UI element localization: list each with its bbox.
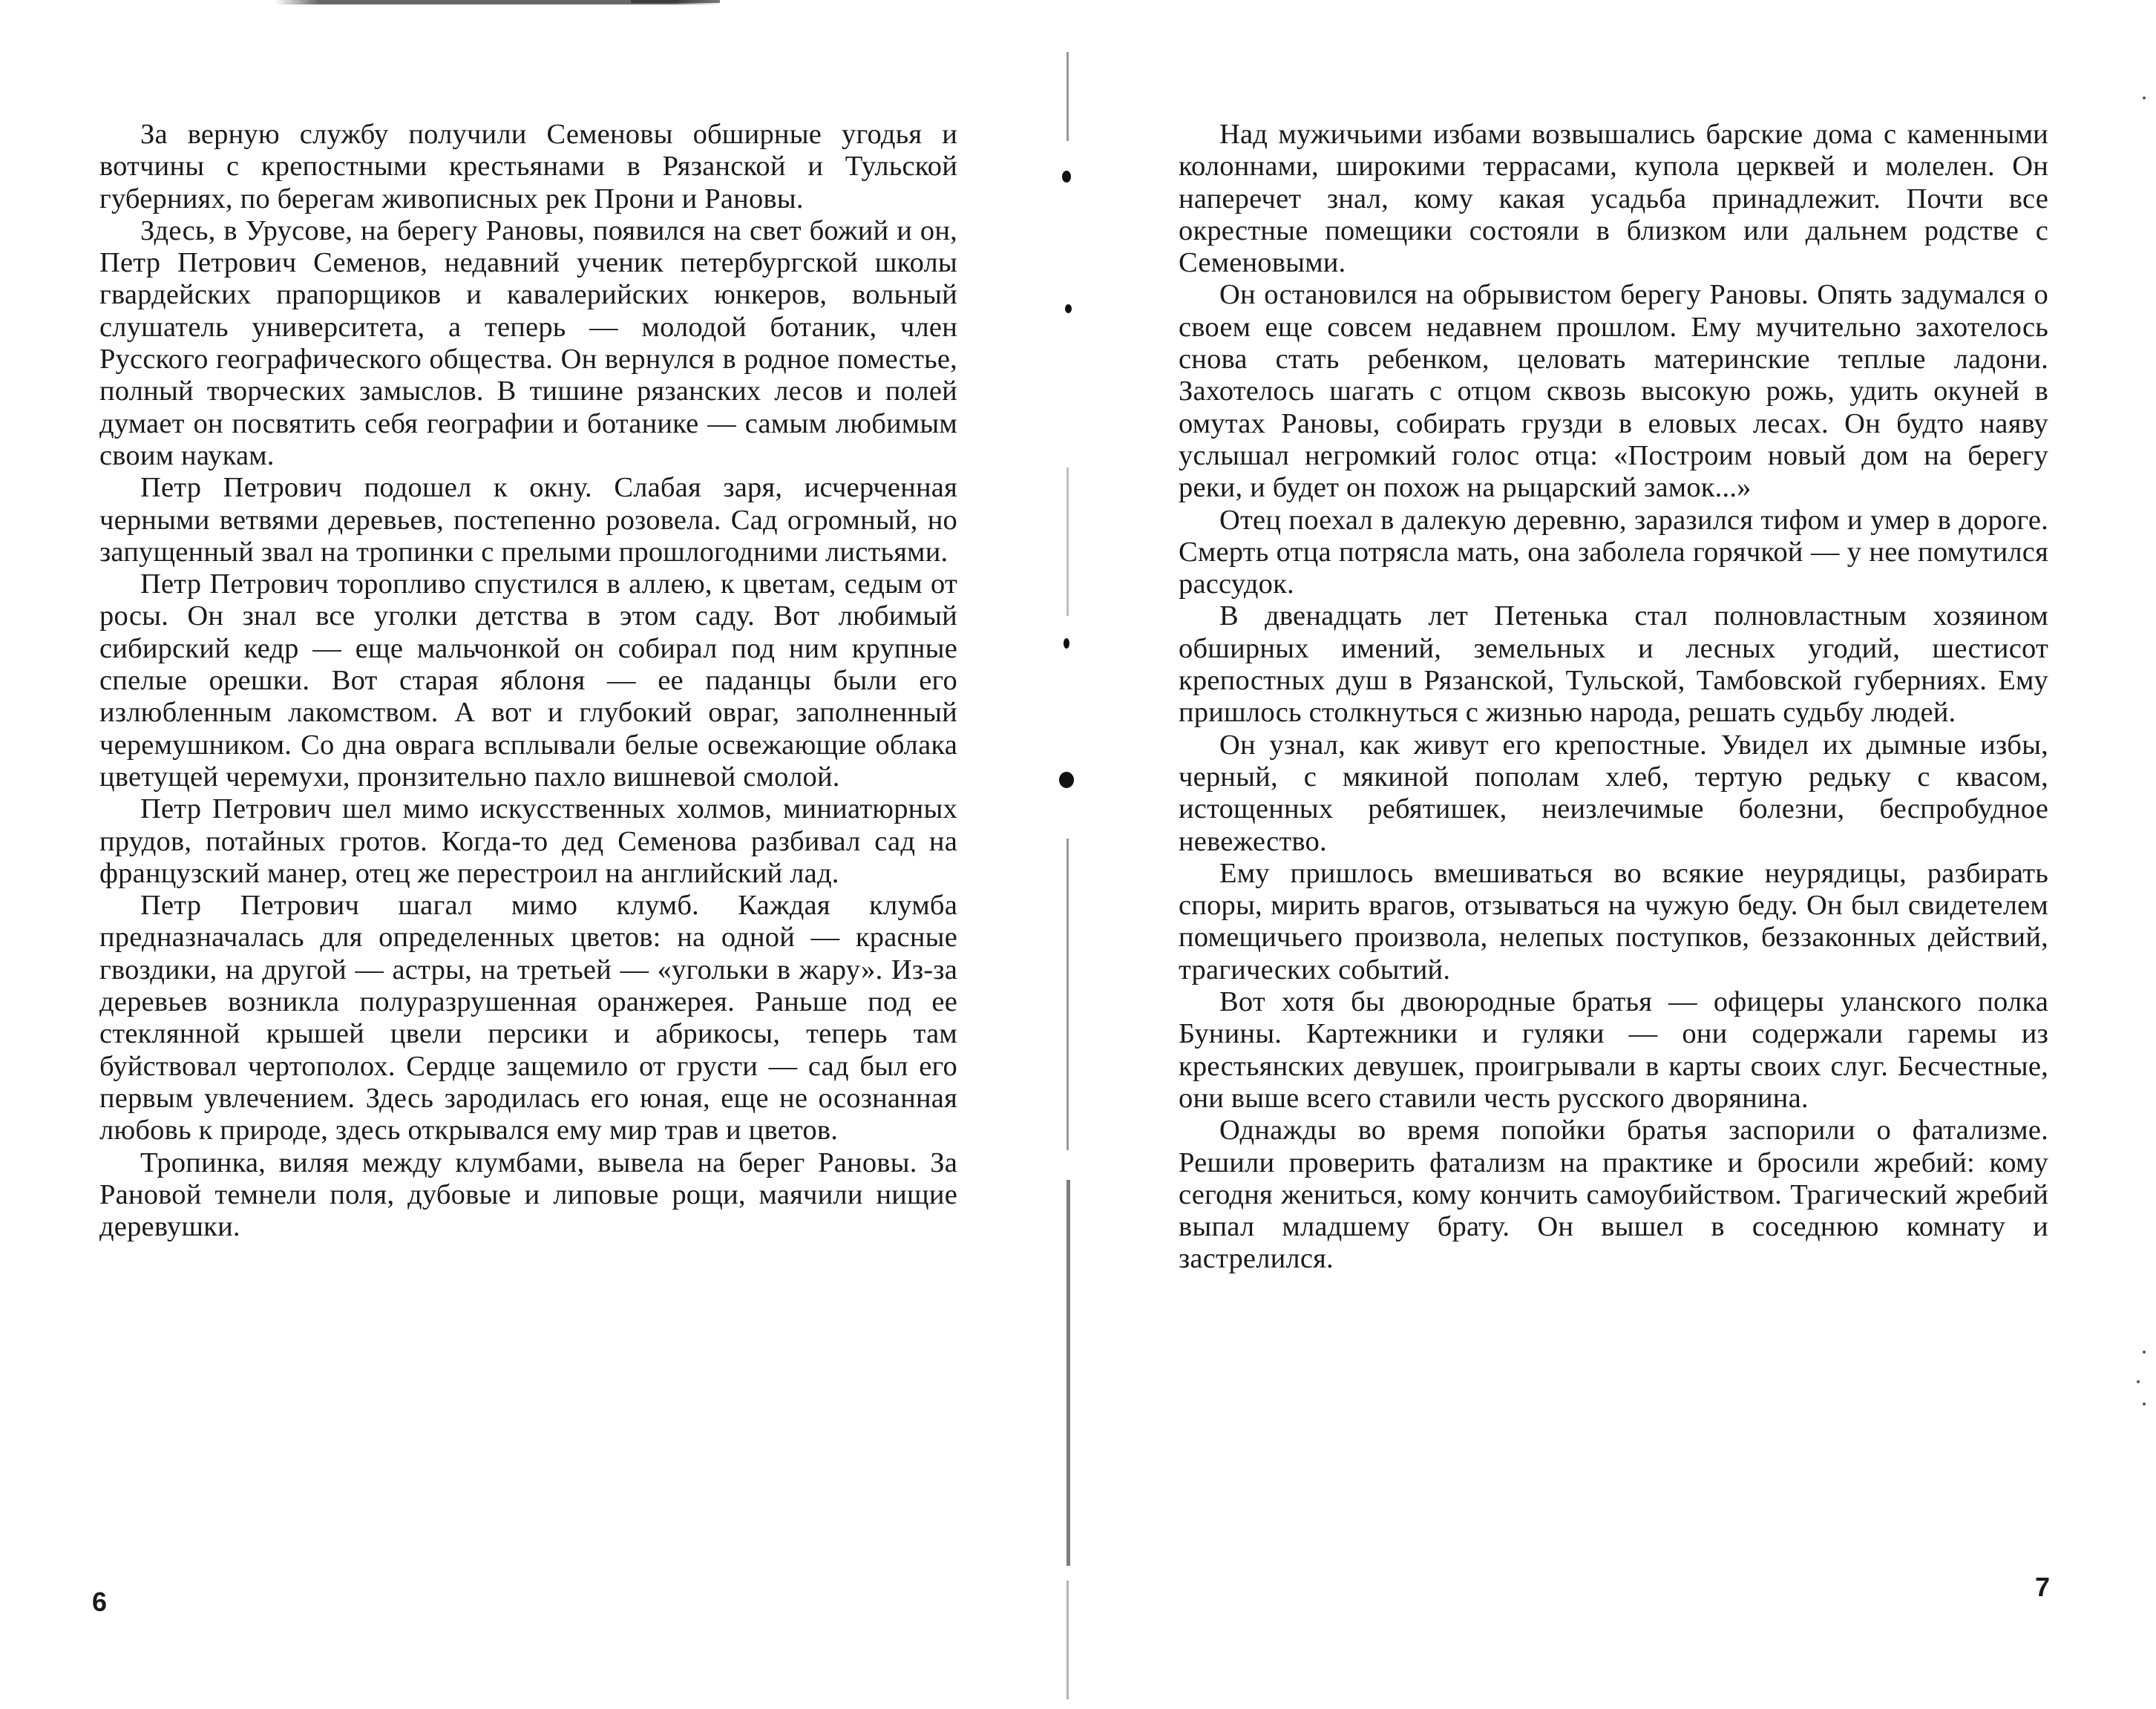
right-paragraph-5: Он узнал, как живут его крепостные. Увидел их дымные избы, черный, с мякиной пополам хлеб, тертую редьку с квасом, истощенных ребятишек, неизлечимые болезни, беспробудное невежество.	[1179, 729, 2048, 857]
left-paragraph-2: Здесь, в Урусове, на берегу Рановы, появился на свет божий и он, Петр Петрович Семенов, недавний ученик петербургской школы гвардейских прапорщиков и кавалерийских юнкеров, вольный слушатель университета, а теперь — молодой ботаник, член Русского географического общества. Он вернулся в родное поместье, полный творческих замыслов. В тишине рязанских лесов и полей думает он посвятить себя географии и ботанике — самым любимым своим наукам.	[99, 214, 957, 471]
book-gutter	[1058, 22, 1078, 1699]
edge-speck	[2143, 1351, 2146, 1354]
left-paragraph-6: Петр Петрович шагал мимо клумб. Каждая клумба предназначалась для определенных цветов: на одной — красные гвоздики, на другой — астры, на третьей — «угольки в жару». Из-за деревьев возникла полуразрушенная оранжерея. Раньше под ее стеклянной крышей цвели персики и абрикосы, теперь там буйствовал чертополох. Сердце защемило от грусти — сад был его первым увлечением. Здесь зародилась его юная, еще не осознанная любовь к природе, здесь открывался ему мир трав и цветов.	[99, 890, 957, 1147]
right-page	[1179, 119, 2048, 1276]
gutter-streak	[1066, 468, 1069, 616]
gutter-blot	[1064, 638, 1069, 649]
left-paragraph-4: Петр Петрович торопливо спустился в аллею, к цветам, седым от росы. Он знал все уголки детства в этом саду. Вот любимый сибирский кедр — еще мальчонкой он собирал под ним крупные спелые орешки. Вот старая яблоня — ее паданцы были его излюбленным лакомством. А вот и глубокий овраг, заполненный черемушником. Со дна оврага всплывали белые освежающие облака цветущей черемухи, пронзительно пахло вишневой смолой.	[99, 568, 957, 793]
edge-speck	[2143, 1403, 2146, 1405]
right-paragraph-3: Отец поехал в далекую деревню, заразился тифом и умер в дороге. Смерть отца потрясла мать, она заболела горячкой — у нее помутился рассудок.	[1179, 504, 2048, 600]
right-page-number: 7	[2035, 1572, 2051, 1602]
edge-speck	[2137, 1380, 2140, 1383]
gutter-streak	[1066, 839, 1069, 1150]
right-paragraph-1: Над мужичьими избами возвышались барские дома с каменными колоннами, широкими террасами, купола церквей и молелен. Он наперечет знал, кому какая усадьба принадлежит. Почти все окрестные помещики состояли в близком или дальнем родстве с Семеновыми.	[1179, 119, 2048, 279]
edge-speck	[2143, 96, 2146, 99]
gutter-streak	[1066, 1180, 1070, 1566]
right-paragraph-7: Вот хотя бы двоюродные братья — офицеры уланского полка Бунины. Картежники и гуляки — они содержали гаремы из крестьянских девушек, проигрывали в карты своих слуг. Бесчестные, они выше всего ставили честь русского дворянина.	[1179, 986, 2048, 1114]
right-paragraph-2: Он остановился на обрывистом берегу Рановы. Опять задумался о своем еще совсем недавнем прошлом. Ему мучительно захотелось снова стать ребенком, целовать материнские теплые ладони. Захотелось шагать с отцом сквозь высокую рожь, удить окуней в омутах Рановы, собирать грузди в еловых лесах. Он будто наяву услышал негромкий голос отца: «Построим новый дом на берегу реки, и будет он похож на рыцарский замок...»	[1179, 279, 2048, 504]
gutter-blot	[1059, 772, 1074, 788]
left-page	[99, 119, 957, 1243]
left-page-number: 6	[92, 1587, 108, 1617]
scan-artifact-top-mark	[631, 0, 720, 3]
left-paragraph-1: За верную службу получили Семеновы обширные угодья и вотчины с крепостными крестьянами в Рязанской и Тульской губерниях, по берегам живописных рек Прони и Рановы.	[99, 119, 957, 214]
gutter-streak	[1066, 1581, 1069, 1699]
gutter-streak	[1066, 52, 1069, 141]
right-paragraph-6: Ему пришлось вмешиваться во всякие неурядицы, разбирать споры, мирить врагов, отзываться на чужую беду. Он был свидетелем помещичьего произвола, нелепых поступков, беззаконных действий, трагических событий.	[1179, 857, 2048, 985]
gutter-blot	[1062, 171, 1071, 183]
right-paragraph-4: В двенадцать лет Петенька стал полновластным хозяином обширных имений, земельных и лесных угодий, шестисот крепостных душ в Рязанской, Тульской, Тамбовской губерниях. Ему пришлось столкнуться с жизнью народа, решать судьбу людей.	[1179, 600, 2048, 729]
right-paragraph-8: Однажды во время попойки братья заспорили о фатализме. Решили проверить фатализм на практике и бросили жребий: кому сегодня жениться, кому кончить самоубийством. Трагический жребий выпал младшему брату. Он вышел в соседнюю комнату и застрелился.	[1179, 1115, 2048, 1275]
left-paragraph-7: Тропинка, виляя между клумбами, вывела на берег Рановы. За Рановой темнели поля, дубовые и липовые рощи, маячили нищие деревушки.	[99, 1147, 957, 1243]
left-paragraph-5: Петр Петрович шел мимо искусственных холмов, миниатюрных прудов, потайных гротов. Когда-то дед Семенова разбивал сад на французский манер, отец же перестроил на английский лад.	[99, 793, 957, 889]
left-paragraph-3: Петр Петрович подошел к окну. Слабая заря, исчерченная черными ветвями деревьев, постепенно розовела. Сад огромный, но запущенный звал на тропинки с прелыми прошлогодними листьями.	[99, 472, 957, 568]
gutter-blot	[1065, 304, 1072, 313]
